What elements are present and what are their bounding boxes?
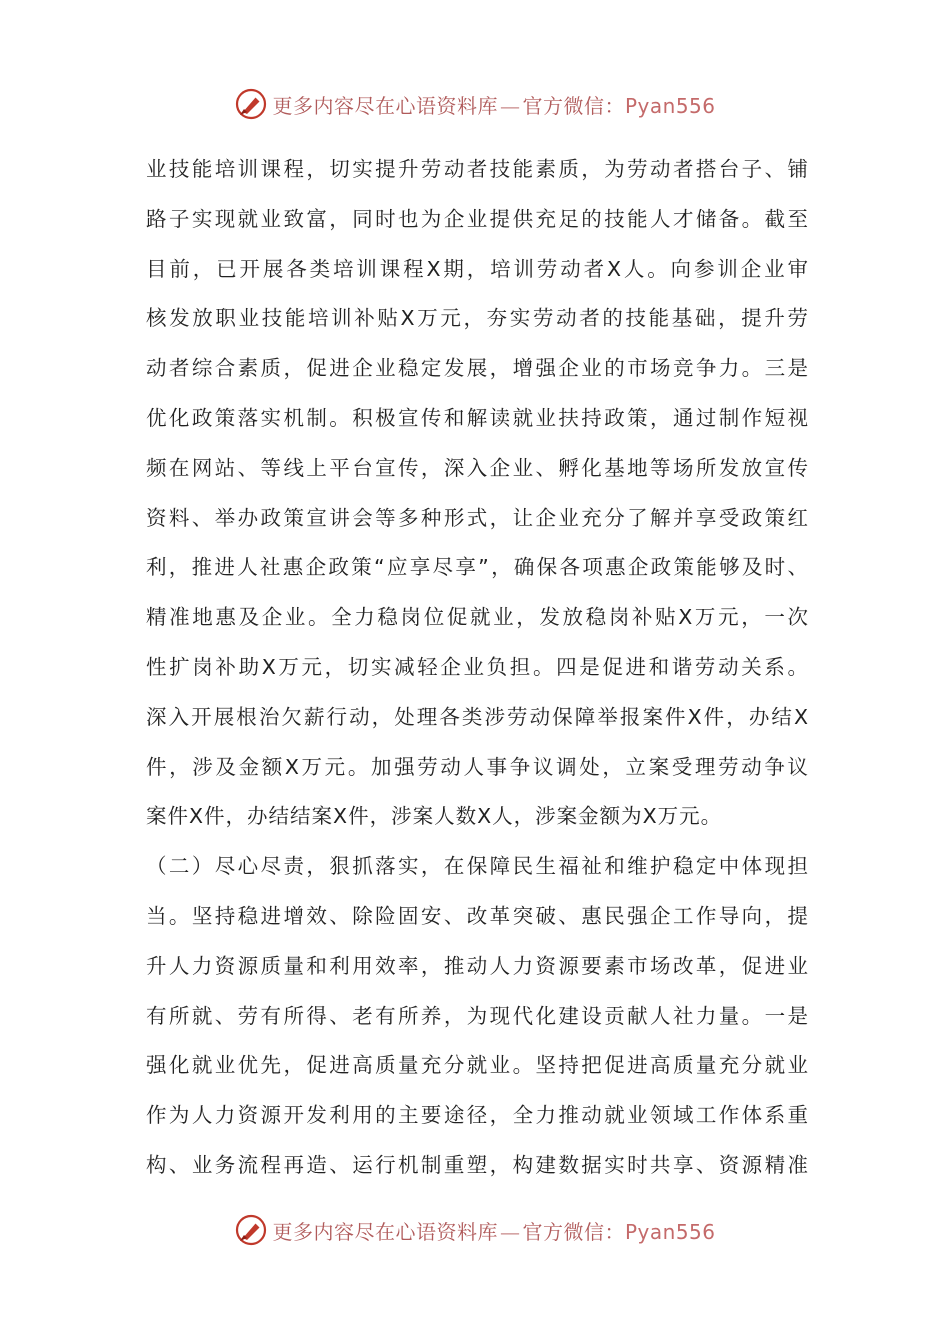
footer-dash: — (499, 1219, 521, 1244)
body-text-line: 作为人力资源开发利用的主要途径，全力推动就业领域工作体系重 (146, 1103, 808, 1128)
body-text-line: 当。坚持稳进增效、除险固安、改革突破、惠民强企工作导向，提 (146, 903, 808, 928)
header-watermark-banner (0, 84, 950, 124)
footer-watermark-banner (0, 1210, 950, 1250)
body-text-line: 升人力资源质量和利用效率，推动人力资源要素市场改革，促进业 (146, 953, 808, 978)
pen-nib-logo-icon (234, 1213, 268, 1247)
document-body (146, 145, 808, 1191)
pen-nib-logo-icon (234, 87, 268, 121)
body-text-line: 利，推进人社惠企政策“应享尽享”，确保各项惠企政策能够及时、 (146, 555, 808, 580)
header-brand-text: 更多内容尽在心语资料库 (272, 93, 498, 118)
body-text-line: 有所就、劳有所得、老有所养，为现代化建设贡献人社力量。一是 (146, 1003, 808, 1028)
footer-wechat-id: Pyan556 (624, 1219, 716, 1244)
body-text-line: 目前，已开展各类培训课程X期，培训劳动者X人。向参训企业审 (146, 256, 808, 281)
body-text-line: 动者综合素质，促进企业稳定发展，增强企业的市场竞争力。三是 (146, 356, 808, 381)
footer-wechat-label: 官方微信： (522, 1219, 625, 1244)
header-dash: — (499, 93, 521, 118)
body-text-line: 强化就业优先，促进高质量充分就业。坚持把促进高质量充分就业 (146, 1053, 808, 1078)
body-text-line: 核发放职业技能培训补贴X万元，夯实劳动者的技能基础，提升劳 (146, 306, 808, 331)
body-text-line: 性扩岗补助X万元，切实减轻企业负担。四是促进和谐劳动关系。 (146, 654, 808, 679)
body-text-line: 件，涉及金额X万元。加强劳动人事争议调处，立案受理劳动争议 (146, 754, 808, 779)
body-text-line: 业技能培训课程，切实提升劳动者技能素质，为劳动者搭台子、铺 (146, 157, 808, 181)
body-text-line: 案件X件，办结结案X件，涉案人数X人，涉案金额为X万元。 (146, 804, 723, 829)
body-text-line: 路子实现就业致富，同时也为企业提供充足的技能人才储备。截至 (146, 206, 808, 231)
body-text-line: （二）尽心尽责，狠抓落实，在保障民生福祉和维护稳定中体现担 (146, 854, 808, 879)
body-text-line: 资料、举办政策宣讲会等多种形式，让企业充分了解并享受政策红 (146, 505, 808, 530)
body-text-line: 构、业务流程再造、运行机制重塑，构建数据实时共享、资源精准 (146, 1152, 808, 1177)
footer-watermark-text (272, 1216, 715, 1245)
footer-brand-text: 更多内容尽在心语资料库 (272, 1219, 498, 1244)
header-wechat-label: 官方微信： (522, 93, 625, 118)
body-text-line: 频在网站、等线上平台宣传，深入企业、孵化基地等场所发放宣传 (146, 455, 808, 480)
header-watermark-text (272, 90, 715, 119)
body-text-line: 优化政策落实机制。积极宣传和解读就业扶持政策，通过制作短视 (146, 405, 808, 430)
body-text-line: 精准地惠及企业。全力稳岗位促就业，发放稳岗补贴X万元，一次 (146, 605, 808, 630)
header-wechat-id: Pyan556 (624, 93, 716, 118)
body-text-line: 深入开展根治欠薪行动，处理各类涉劳动保障举报案件X件，办结X (146, 704, 808, 729)
